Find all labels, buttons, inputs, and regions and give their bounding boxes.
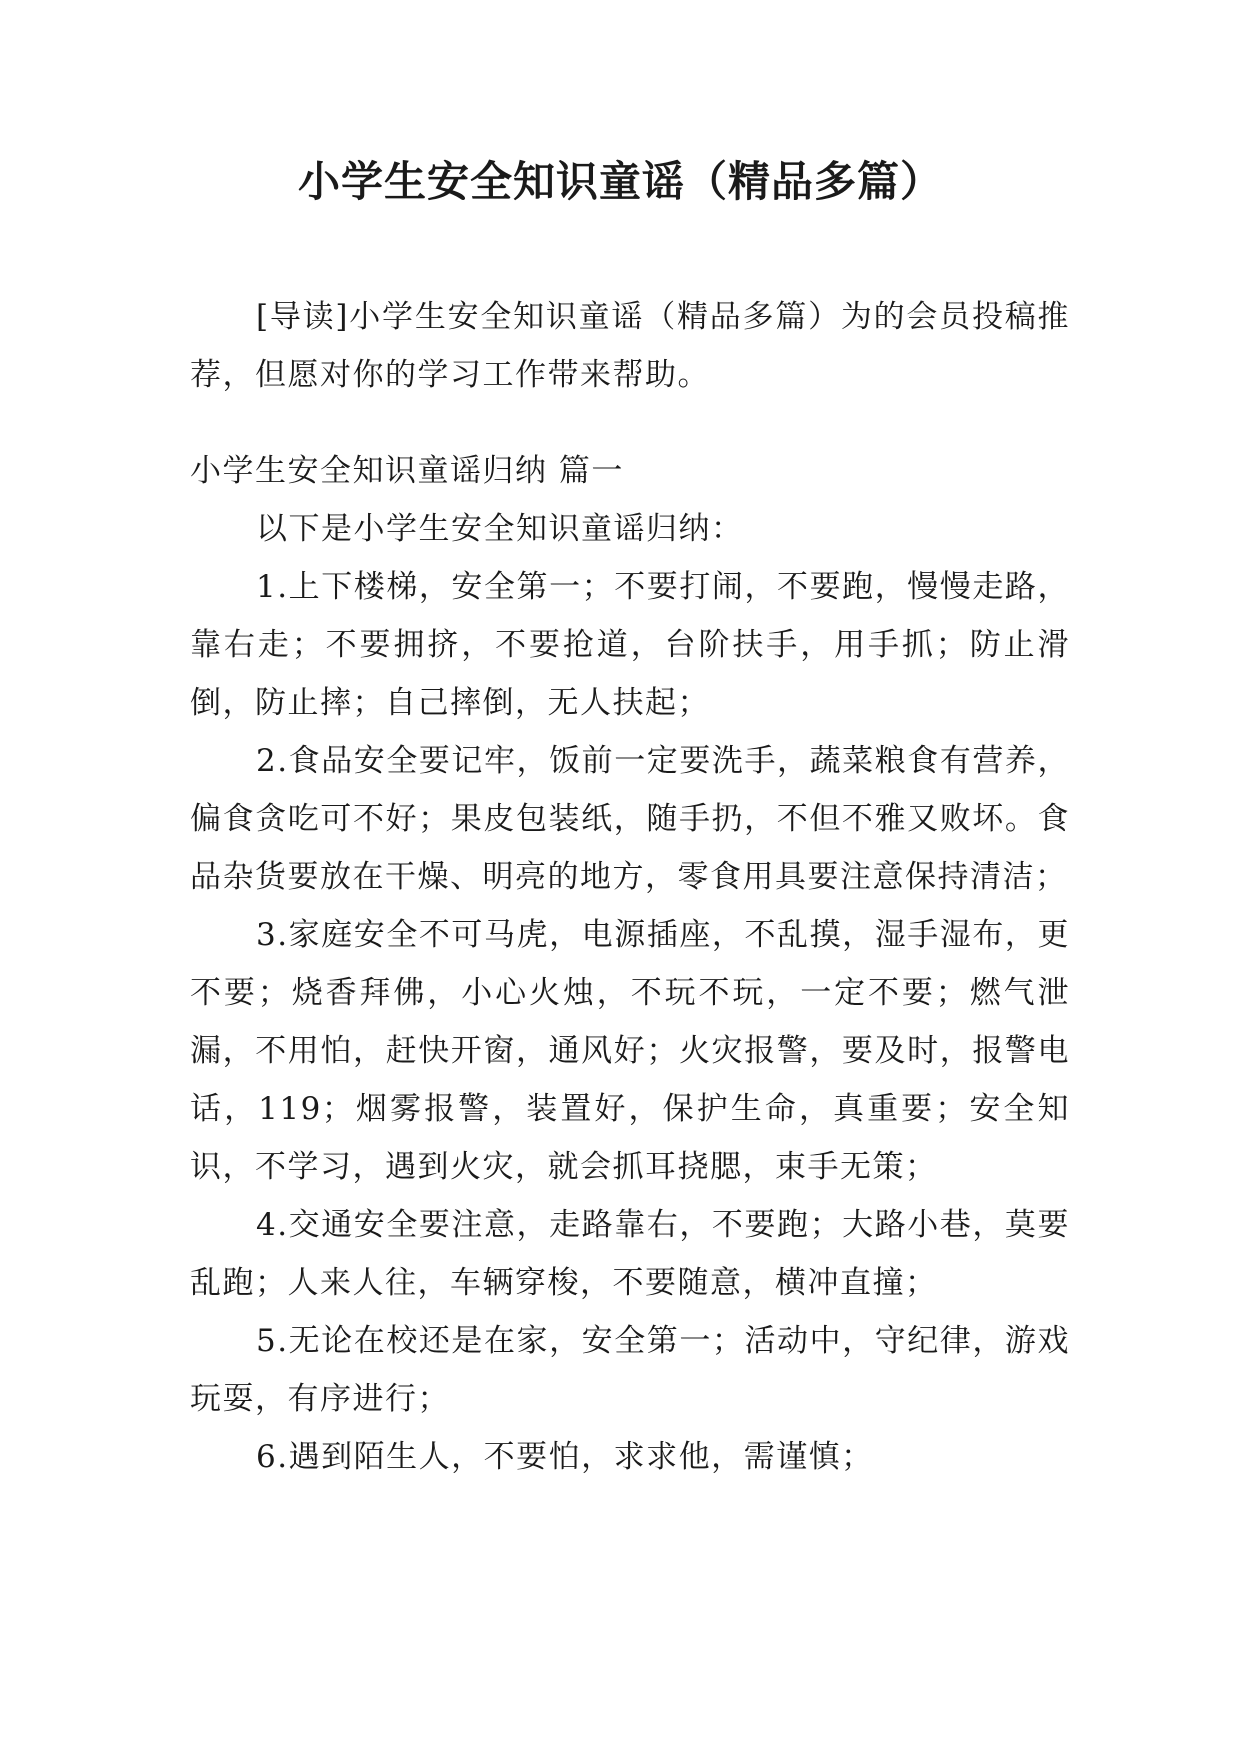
list-item: 2.食品安全要记牢，饭前一定要洗手，蔬菜粮食有营养，偏食贪吃可不好；果皮包装纸，随手扔，不但不雅又败坏。食品杂货要放在干燥、明亮的地方，零食用具要注意保持清洁； xyxy=(190,743,1070,895)
list-item: 4.交通安全要注意，走路靠右，不要跑；大路小巷，莫要乱跑；人来人往，车辆穿梭，不要随意，横冲直撞； xyxy=(190,1207,1070,1301)
list-item: 1.上下楼梯，安全第一；不要打闹，不要跑，慢慢走路，靠右走；不要拥挤，不要抢道，台阶扶手，用手抓；防止滑倒，防止摔；自己摔倒，无人扶起； xyxy=(190,569,1070,721)
document-body xyxy=(190,288,1070,1486)
list-item: 5.无论在校还是在家，安全第一；活动中，守纪律，游戏玩耍，有序进行； xyxy=(190,1323,1070,1417)
list-item: 3.家庭安全不可马虎，电源插座，不乱摸，湿手湿布，更不要；烧香拜佛，小心火烛，不玩不玩，一定不要；燃气泄漏，不用怕，赶快开窗，通风好；火灾报警，要及时，报警电话，119；烟雾报警，装置好，保护生命，真重要；安全知识，不学习，遇到火灾，就会抓耳挠腮，束手无策； xyxy=(190,917,1070,1185)
list-item: 6.遇到陌生人，不要怕，求求他，需谨慎； xyxy=(256,1439,874,1475)
intro-paragraph: [导读]小学生安全知识童谣（精品多篇）为的会员投稿推荐，但愿对你的学习工作带来帮助。 xyxy=(190,299,1070,393)
section-heading: 小学生安全知识童谣归纳 篇一 xyxy=(190,453,624,489)
section-lead: 以下是小学生安全知识童谣归纳： xyxy=(256,511,744,547)
document-title: 小学生安全知识童谣（精品多篇） xyxy=(297,157,943,206)
